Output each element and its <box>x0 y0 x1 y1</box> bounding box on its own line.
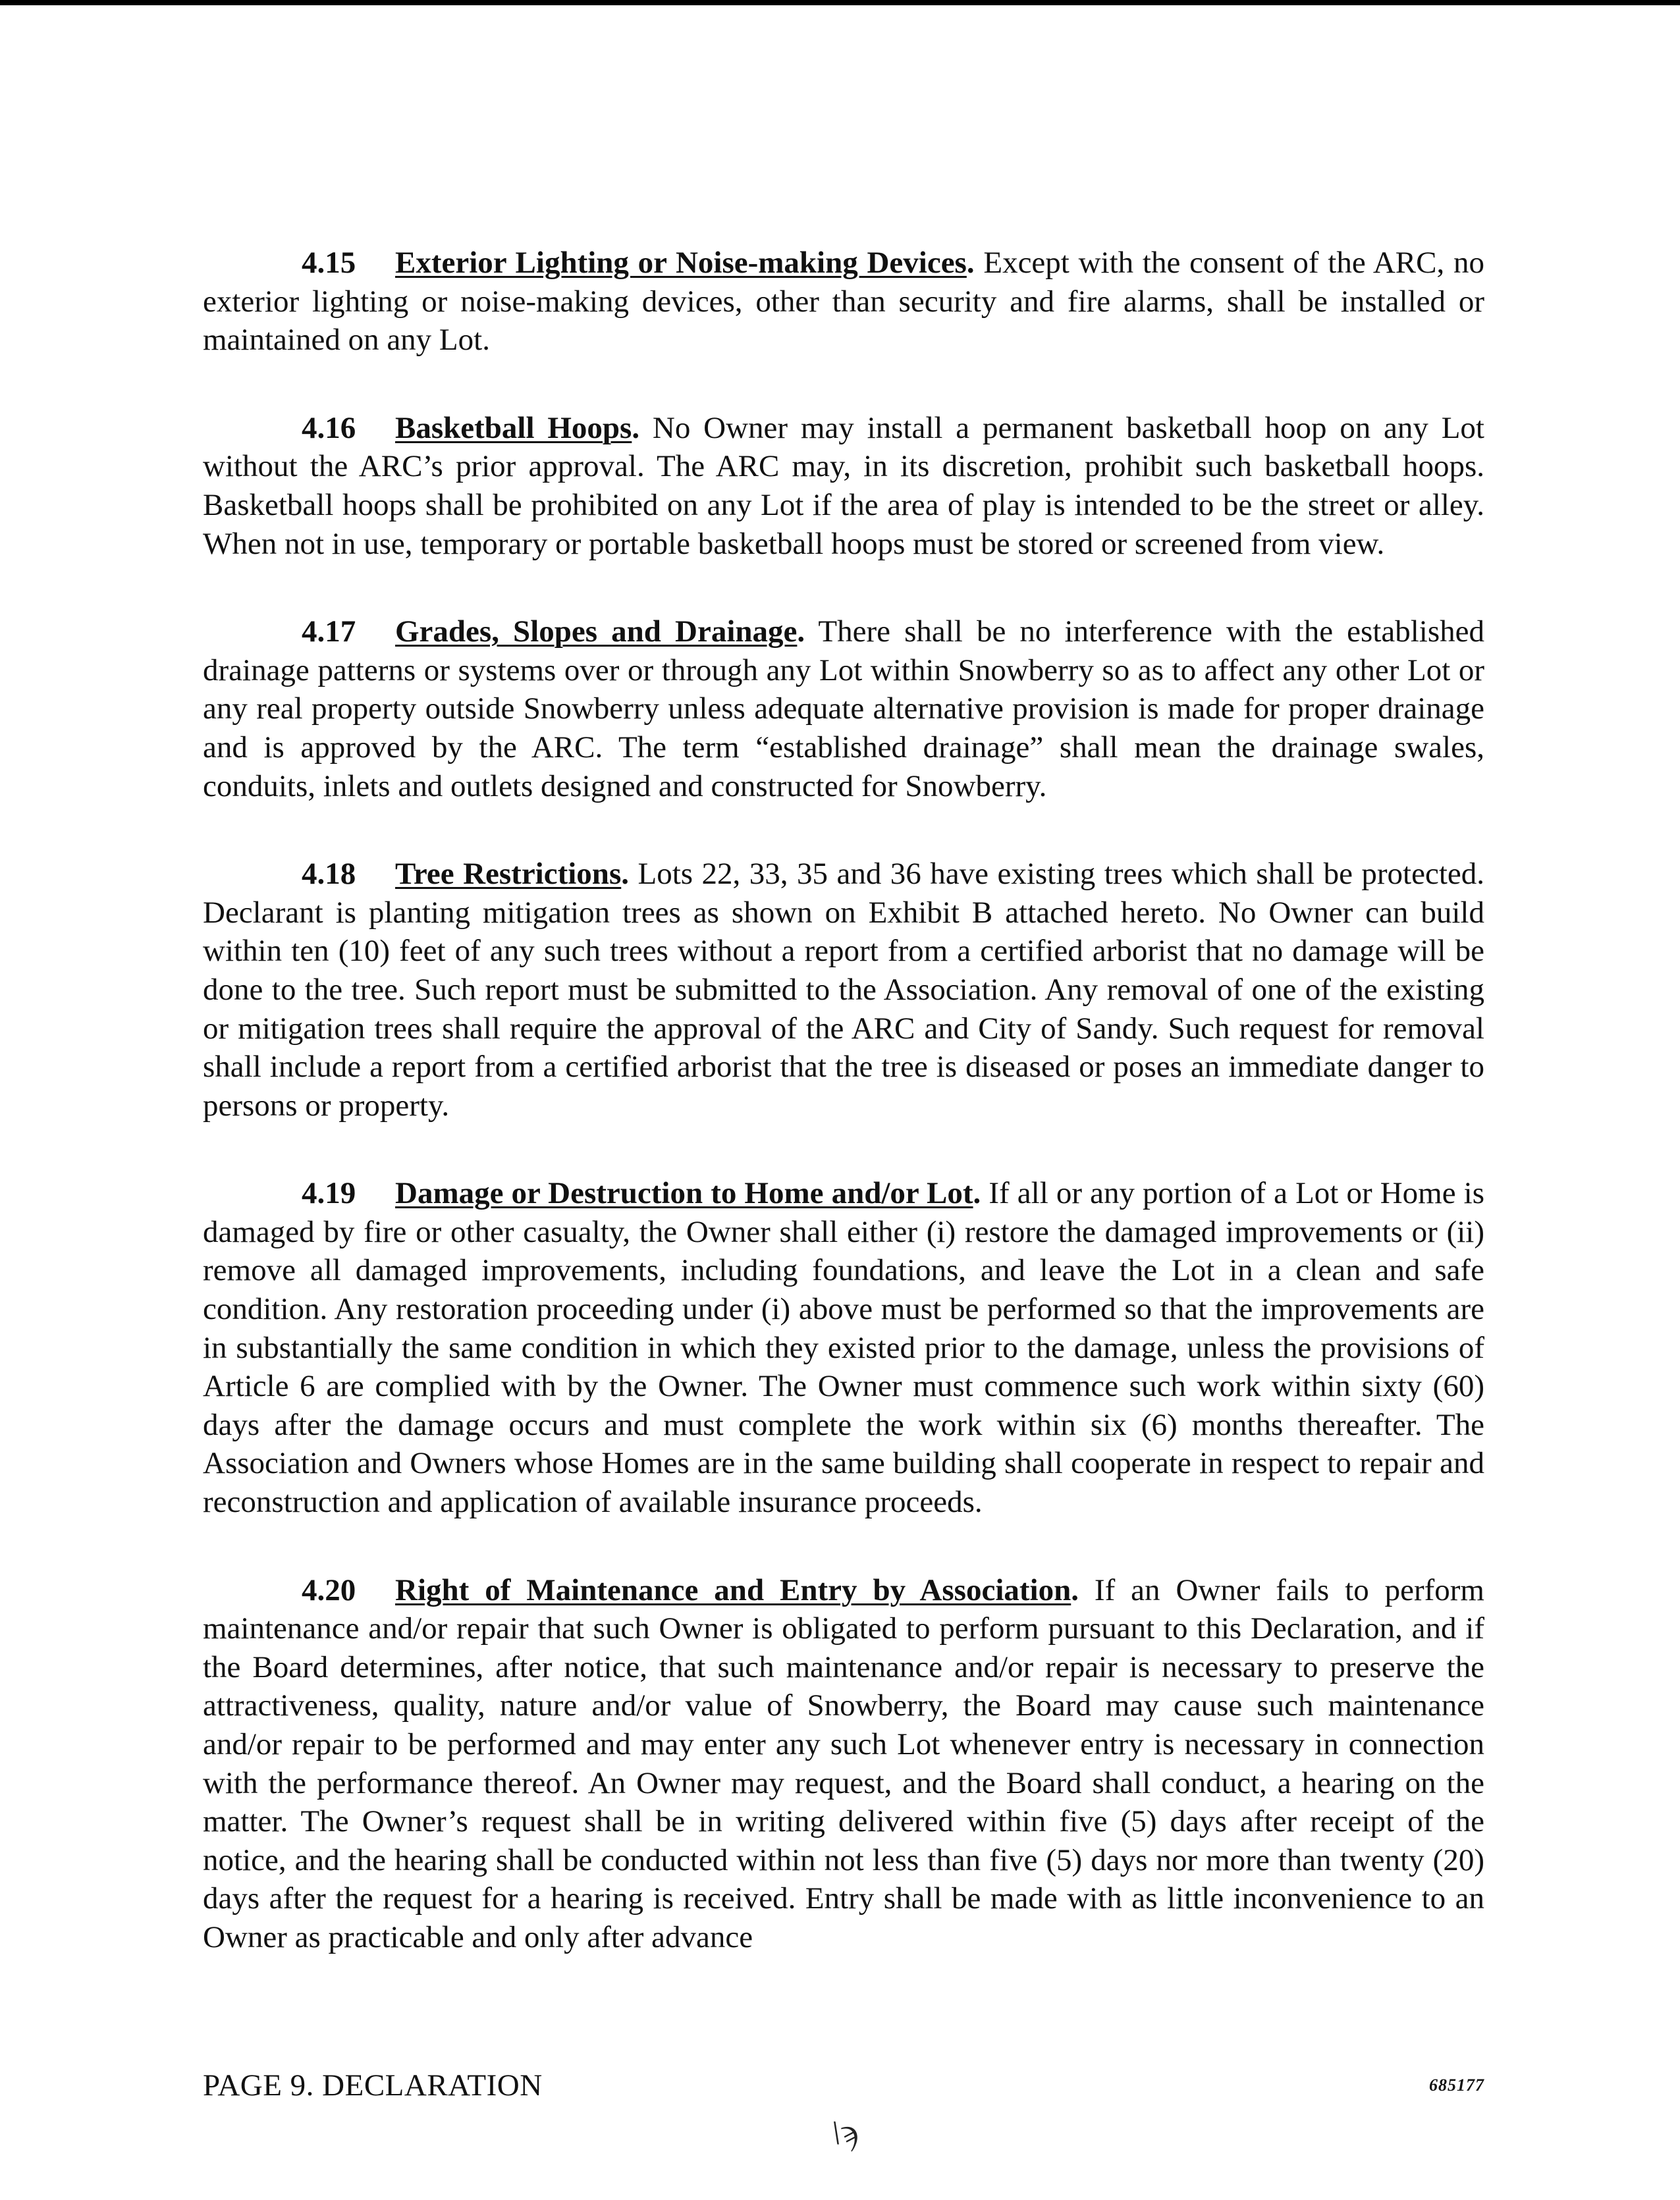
section-number: 4.18 <box>302 857 356 892</box>
scan-top-border <box>0 0 1680 5</box>
section-title: Damage or Destruction to Home and/or Lot <box>395 1176 973 1211</box>
section-number: 4.19 <box>302 1176 356 1211</box>
section-text: If all or any portion of a Lot or Home is damaged by fire or other casualty, the Owner shall either (i) restore the damaged improvements or (ii) remove all damaged improvements, including foundations, and leave the Lot in a clean and safe condition. Any restoration proceeding under (i) above must be performed so that the improvements are in substantially the same condition in which they existed prior to the damage, unless the provisions of Article 6 are complied with by the Owner. The Owner must commence such work within sixty (60) days after the damage occurs and must complete the work within six (6) months thereafter. The Association and Owners whose Homes are in the same building shall cooperate in respect to repair and reconstruction and application of available insurance proceeds. <box>203 1176 1485 1520</box>
section-number: 4.15 <box>302 246 356 280</box>
section-title: Right of Maintenance and Entry by Association <box>395 1572 1071 1607</box>
section-text: If an Owner fails to perform maintenance and/or repair that such Owner is obligated to perform pursuant to this Declaration, and if the Board determines, after notice, that such maintenance and/or repair is necessary to preserve the attractiveness, quality, nature and/or value of Snowberry, the Board may cause such maintenance and/or repair to be performed and may enter any such Lot whenever entry is necessary in connection with the performance thereof. An Owner may request, and the Board shall conduct, a hearing on the matter. The Owner’s request shall be in writing delivered within five (5) days after receipt of the notice, and the hearing shall be conducted within not less than five (5) days nor more than twenty (20) days after the request for a hearing is received. Entry shall be made with as little inconvenience to an Owner as practicable and only after advance <box>203 1572 1484 1954</box>
section-text: There shall be no interference with the established drainage patterns or systems over or through any Lot within Snowberry so as to affect any other Lot or any real property outside Snowberry unless adequate alternative provision is made for proper drainage and is approved by the ARC. The term “established drainage” shall mean the drainage swales, conduits, inlets and outlets designed and constructed for Snowberry. <box>203 614 1485 803</box>
section-number: 4.16 <box>302 410 356 445</box>
section-4-15: 4.15 Exterior Lighting or Noise-making Devices. Except with the consent of the ARC, no exterior lighting or noise-making devices, other than security and fire alarms, shall be installed or maintained on any Lot. <box>203 244 1484 360</box>
document-number: 685177 <box>1429 2076 1484 2095</box>
section-text: Lots 22, 33, 35 and 36 have existing trees which shall be protected. Declarant is planting mitigation trees as shown on Exhibit B attached hereto. No Owner can build within ten (10) feet of any such trees without a report from a certified arborist that no damage will be done to the tree. Such report must be submitted to the Association. Any removal of one of the existing or mitigation trees shall require the approval of the ARC and City of Sandy. Such request for removal shall include a report from a certified arborist that the tree is diseased or poses an immediate danger to persons or property. <box>203 857 1485 1123</box>
section-number: 4.17 <box>302 614 356 649</box>
document-body <box>203 244 1484 2006</box>
section-title: Exterior Lighting or Noise-making Devices <box>395 246 967 280</box>
section-4-16: 4.16 Basketball Hoops. No Owner may install a permanent basketball hoop on any Lot without the ARC’s prior approval. The ARC may, in its discretion, prohibit such basketball hoops. Basketball hoops shall be prohibited on any Lot if the area of play is intended to be the street or alley. When not in use, temporary or portable basketball hoops must be stored or screened from view. <box>203 409 1484 563</box>
section-number: 4.20 <box>302 1572 356 1607</box>
page-footer-label: PAGE 9. DECLARATION <box>203 2068 543 2103</box>
section-text: Except with the consent of the ARC, no exterior lighting or noise-making devices, other than security and fire alarms, shall be installed or maintained on any Lot. <box>203 246 1484 358</box>
section-title: Basketball Hoops <box>395 410 632 445</box>
handwritten-page-mark: \ϡ <box>831 2114 859 2152</box>
section-text: No Owner may install a permanent basketball hoop on any Lot without the ARC’s prior approval. The ARC may, in its discretion, prohibit such basketball hoops. Basketball hoops shall be prohibited on any Lot if the area of play is intended to be the street or alley. When not in use, temporary or portable basketball hoops must be stored or screened from view. <box>203 410 1484 561</box>
section-4-18: 4.18 Tree Restrictions. Lots 22, 33, 35 and 36 have existing trees which shall be protected. Declarant is planting mitigation trees as shown on Exhibit B attached hereto. No Owner can build within ten (10) feet of any such trees without a report from a certified arborist that no damage will be done to the tree. Such report must be submitted to the Association. Any removal of one of the existing or mitigation trees shall require the approval of the ARC and City of Sandy. Such request for removal shall include a report from a certified arborist that the tree is diseased or poses an immediate danger to persons or property. <box>203 855 1484 1125</box>
section-4-17: 4.17 Grades, Slopes and Drainage. There shall be no interference with the established drainage patterns or systems over or through any Lot within Snowberry so as to affect any other Lot or any real property outside Snowberry unless adequate alternative provision is made for proper drainage and is approved by the ARC. The term “established drainage” shall mean the drainage swales, conduits, inlets and outlets designed and constructed for Snowberry. <box>203 612 1484 805</box>
section-4-20: 4.20 Right of Maintenance and Entry by Association. If an Owner fails to perform maintenance and/or repair that such Owner is obligated to perform pursuant to this Declaration, and if the Board determines, after notice, that such maintenance and/or repair is necessary to preserve the attractiveness, quality, nature and/or value of Snowberry, the Board may cause such maintenance and/or repair to be performed and may enter any such Lot whenever entry is necessary in connection with the performance thereof. An Owner may request, and the Board shall conduct, a hearing on the matter. The Owner’s request shall be in writing delivered within five (5) days after receipt of the notice, and the hearing shall be conducted within not less than five (5) days nor more than twenty (20) days after the request for a hearing is received. Entry shall be made with as little inconvenience to an Owner as practicable and only after advance <box>203 1571 1484 1957</box>
section-title: Tree Restrictions <box>395 857 622 892</box>
section-title: Grades, Slopes and Drainage <box>395 614 798 649</box>
section-4-19: 4.19 Damage or Destruction to Home and/or Lot. If all or any portion of a Lot or Home is damaged by fire or other casualty, the Owner shall either (i) restore the damaged improvements or (ii) remove all damaged improvements, including foundations, and leave the Lot in a clean and safe condition. Any restoration proceeding under (i) above must be performed so that the improvements are in substantially the same condition in which they existed prior to the damage, unless the provisions of Article 6 are complied with by the Owner. The Owner must commence such work within sixty (60) days after the damage occurs and must complete the work within six (6) months thereafter. The Association and Owners whose Homes are in the same building shall cooperate in respect to repair and reconstruction and application of available insurance proceeds. <box>203 1174 1484 1521</box>
